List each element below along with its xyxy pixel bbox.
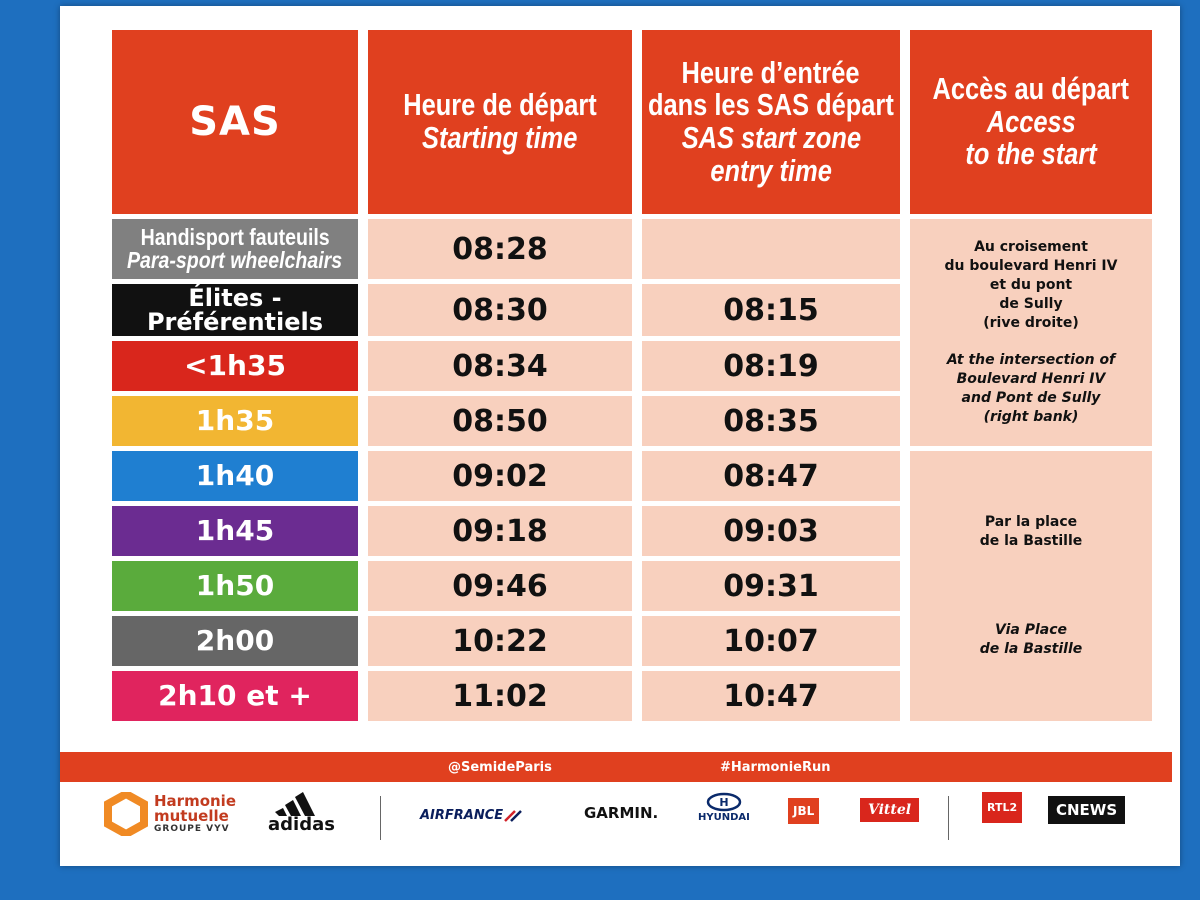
access-line: Au croisement (974, 239, 1088, 256)
sas-1h45: 1h45 (112, 506, 358, 556)
airfrance-word: AIRFRANCE (420, 808, 504, 823)
entry-time-cell: 08:19 (642, 341, 900, 391)
header-access-en-2: to the start (965, 136, 1097, 172)
header-start-en: Starting time (422, 120, 578, 155)
access-line: et du pont (989, 277, 1073, 294)
entry-time-cell: 08:47 (642, 451, 900, 501)
entry-time-cell: 08:35 (642, 396, 900, 446)
cnews-word: CNEWS (1048, 796, 1125, 824)
sas-2h10-plus: 2h10 et + (112, 671, 358, 721)
entry-time-cell: 09:03 (642, 506, 900, 556)
adidas-word: adidas (268, 814, 335, 835)
sas-label-fr: Handisport fauteuils (140, 223, 330, 250)
access-henri-iv (910, 219, 1152, 446)
header-start-time (368, 30, 632, 214)
access-line: Par la place (984, 514, 1078, 531)
start-time-cell: 09:18 (368, 506, 632, 556)
start-time-cell: 09:02 (368, 451, 632, 501)
sas-2h00: 2h00 (112, 616, 358, 666)
header-entry-fr-1: Heure d’entrée (681, 54, 860, 90)
airfrance-logo (420, 808, 523, 823)
access-line: At the intersection of (946, 351, 1116, 368)
mutuelle-word: mutuelle (154, 807, 229, 826)
cnews-logo (1048, 796, 1125, 824)
hyundai-logo (698, 792, 750, 823)
sas-1h35: 1h35 (112, 396, 358, 446)
sas-1h40: 1h40 (112, 451, 358, 501)
garmin-logo (584, 804, 658, 822)
header-access (910, 30, 1152, 214)
hexagon-icon (104, 792, 148, 836)
start-time-cell: 08:30 (368, 284, 632, 336)
jbl-word: JBL (788, 798, 819, 824)
jbl-logo (788, 798, 819, 824)
harmonie-mutuelle-logo (104, 792, 236, 836)
svg-text:H: H (719, 796, 729, 809)
header-access-fr: Accès au départ (932, 71, 1130, 107)
start-time-cell: 10:22 (368, 616, 632, 666)
sas-elites (112, 284, 358, 336)
entry-time-cell: 08:15 (642, 284, 900, 336)
harmonie-word: Harmonie (154, 791, 237, 810)
rtl2-word: RTL2 (982, 792, 1022, 823)
start-time-cell: 08:50 (368, 396, 632, 446)
access-line: and Pont de Sully (961, 389, 1101, 406)
hyundai-emblem-icon (706, 792, 742, 812)
header-entry-time (642, 30, 900, 214)
access-line: de Sully (999, 296, 1063, 313)
header-start-fr: Heure de départ (403, 87, 597, 123)
access-line: (right bank) (983, 408, 1079, 425)
sas-label-fr: Élites - (188, 283, 282, 312)
start-time-cell: 08:28 (368, 219, 632, 279)
start-time-cell: 11:02 (368, 671, 632, 721)
header-entry-en-1: SAS start zone (681, 120, 861, 155)
sponsor-strip (60, 784, 1172, 844)
social-bar (60, 752, 1172, 782)
sas-1h50: 1h50 (112, 561, 358, 611)
divider (948, 796, 949, 840)
access-bastille (910, 451, 1152, 721)
garmin-word: GARMIN. (584, 804, 659, 822)
sas-label-en: Para-sport wheelchairs (127, 247, 343, 273)
header-entry-en-2: entry time (710, 152, 832, 188)
rtl2-logo (982, 792, 1022, 823)
sas-lt-1h35: <1h35 (112, 341, 358, 391)
header-entry-fr-2: dans les SAS départ (648, 87, 894, 123)
entry-time-cell: 10:07 (642, 616, 900, 666)
access-line: du boulevard Henri IV (944, 258, 1118, 275)
entry-time-cell: 10:47 (642, 671, 900, 721)
adidas-logo (268, 792, 335, 835)
access-line: de la Bastille (979, 640, 1083, 657)
schedule-table (112, 30, 1152, 721)
vittel-logo (860, 798, 919, 822)
divider (380, 796, 381, 840)
access-line: Boulevard Henri IV (956, 370, 1106, 387)
social-handle-left: @SemideParis (448, 760, 552, 775)
adidas-stripes-icon (273, 792, 329, 816)
access-line: de la Bastille (979, 533, 1083, 550)
header-sas (112, 30, 358, 214)
social-hashtag: #HarmonieRun (720, 760, 831, 775)
sas-handisport (112, 219, 358, 279)
entry-time-cell: 09:31 (642, 561, 900, 611)
access-line: Via Place (994, 622, 1067, 638)
airfrance-stripes-icon (503, 810, 523, 822)
vittel-word: Vittel (860, 798, 919, 822)
start-time-cell: 09:46 (368, 561, 632, 611)
groupe-vyv-word: GROUPE VYV (154, 824, 230, 835)
access-line: (rive droite) (983, 315, 1079, 332)
header-sas-label: SAS (189, 99, 281, 145)
sas-label-en: Préférentiels (146, 308, 324, 336)
start-time-cell: 08:34 (368, 341, 632, 391)
header-access-en-1: Access (986, 103, 1076, 139)
entry-time-cell (642, 219, 900, 279)
hyundai-word: HYUNDAI (698, 812, 750, 823)
